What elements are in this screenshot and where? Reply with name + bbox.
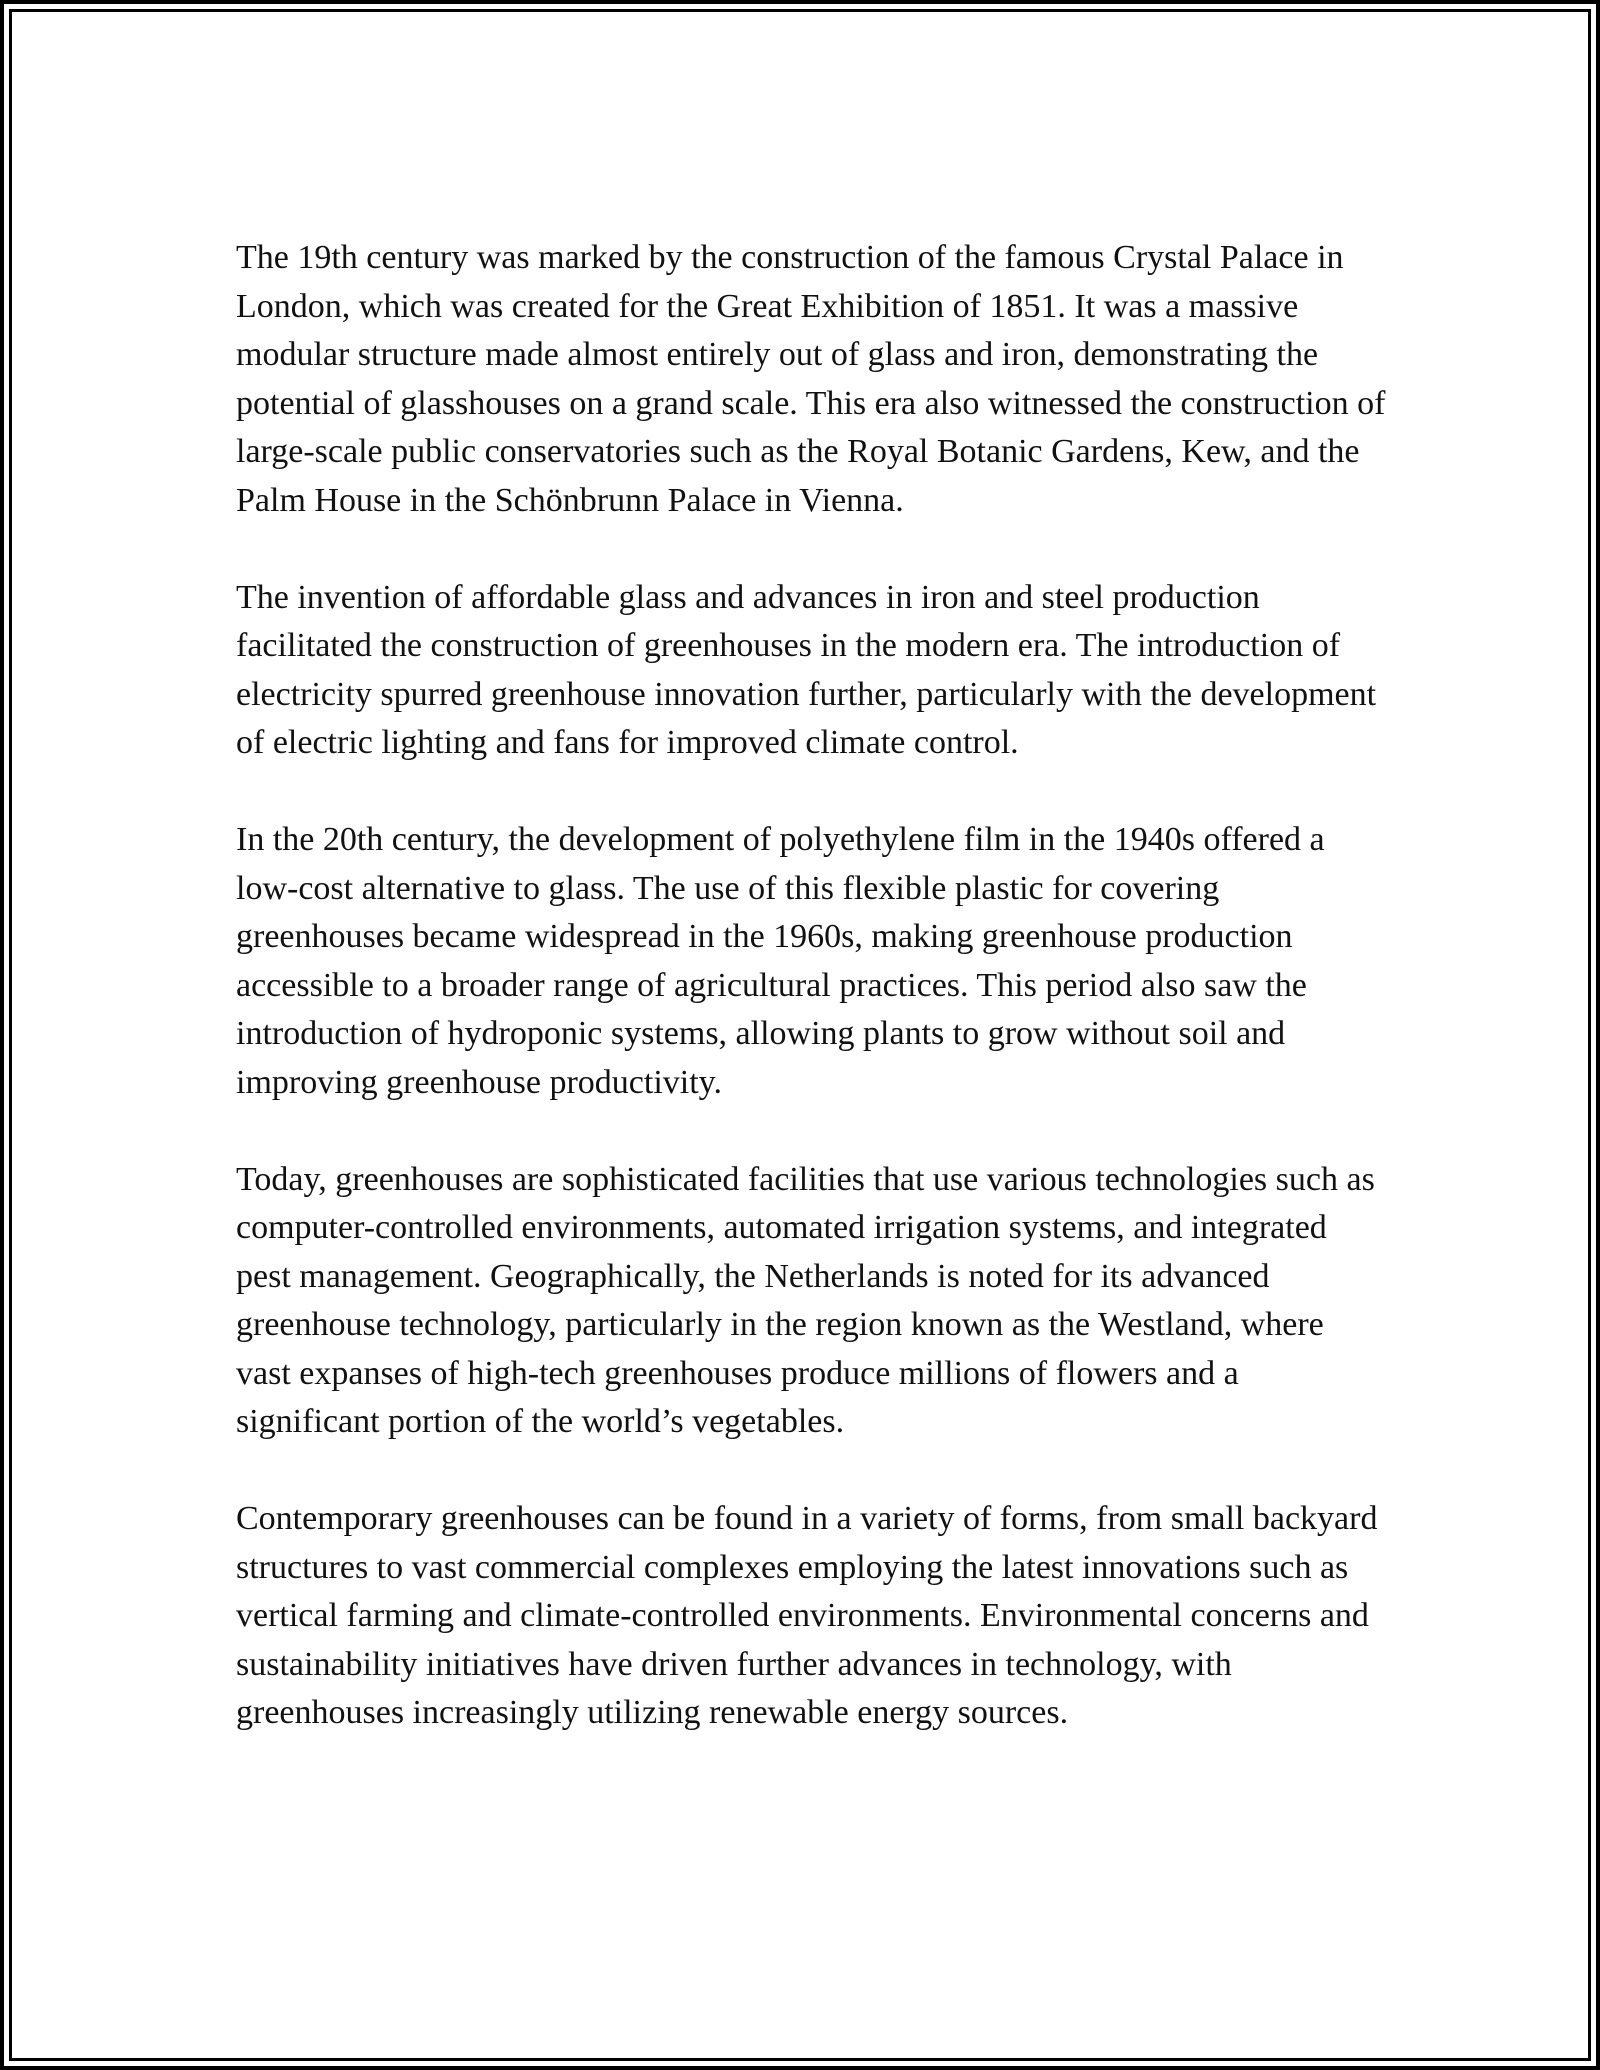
paragraph-modern-era: The invention of affordable glass and advances in iron and steel production facilitated the construction of greenhouses in the modern era. The introduction of electricity spurred greenhouse innovation further, particularly with the development of electric lighting and fans for improved climate control. [236, 578, 1377, 761]
paragraph-20th-century: In the 20th century, the development of polyethylene film in the 1940s offered a low-cost alternative to glass. The use of this flexible plastic for covering greenhouses became widespread in the 1960s, making greenhouse production accessible to a broader range of agricultural practices. This period also saw the introduction of hydroponic systems, allowing plants to grow without soil and improving greenhouse productivity. [236, 821, 1325, 1101]
paragraph-today: Today, greenhouses are sophisticated facilities that use various technologies such as computer-controlled environments, automated irrigation systems, and integrated pest management. Geographically, the Netherlands is noted for its advanced greenhouse technology, particularly in the region known as the Westland, where vast expanses of high-tech greenhouses produce millions of flowers and a significant portion of the world’s vegetables. [236, 1160, 1375, 1440]
document-body [236, 234, 1386, 1738]
paragraph-contemporary: Contemporary greenhouses can be found in a variety of forms, from small backyard structures to vast commercial complexes employing the latest innovations such as vertical farming and climate-controlled environments. Environmental concerns and sustainability initiatives have driven further advances in technology, with greenhouses increasingly utilizing renewable energy sources. [236, 1500, 1378, 1731]
paragraph-crystal-palace: The 19th century was marked by the construction of the famous Crystal Palace in London, which was created for the Great Exhibition of 1851. It was a massive modular structure made almost entirely out of glass and iron, demonstrating the potential of glasshouses on a grand scale. This era also witnessed the construction of large-scale public conservatories such as the Royal Botanic Gardens, Kew, and the Palm House in the Schönbrunn Palace in Vienna. [236, 239, 1386, 519]
